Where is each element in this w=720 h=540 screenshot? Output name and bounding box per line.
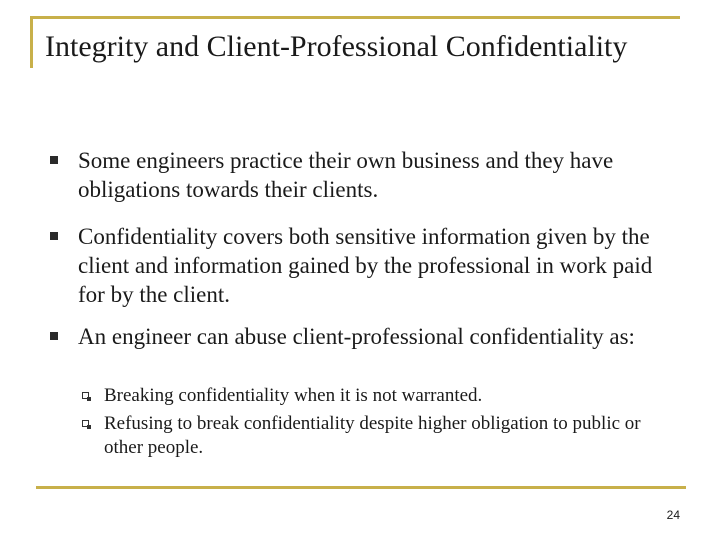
square-bullet-icon bbox=[50, 156, 58, 164]
square-bullet-icon bbox=[50, 332, 58, 340]
title-left-rule bbox=[30, 16, 33, 68]
sub-bullet-text: Refusing to break confidentiality despite higher obligation to public or other people. bbox=[104, 413, 641, 458]
title-top-rule bbox=[30, 16, 680, 19]
hollow-square-bullet-icon bbox=[82, 392, 89, 399]
bullet-text: Confidentiality covers both sensitive information given by the client and information gained by the professional in work paid for by the client. bbox=[78, 224, 653, 307]
bullet-text: Some engineers practice their own business and they have obligations towards their clients. bbox=[78, 148, 614, 202]
footer-rule bbox=[36, 486, 686, 489]
hollow-square-bullet-icon bbox=[82, 420, 89, 427]
sub-bullet-text: Breaking confidentiality when it is not warranted. bbox=[104, 385, 483, 406]
square-bullet-icon bbox=[50, 232, 58, 240]
bullet-text: An engineer can abuse client-professional confidentiality as: bbox=[78, 324, 635, 349]
slide-title: Integrity and Client-Professional Confidentiality bbox=[45, 30, 628, 63]
page-number: 24 bbox=[666, 508, 680, 522]
